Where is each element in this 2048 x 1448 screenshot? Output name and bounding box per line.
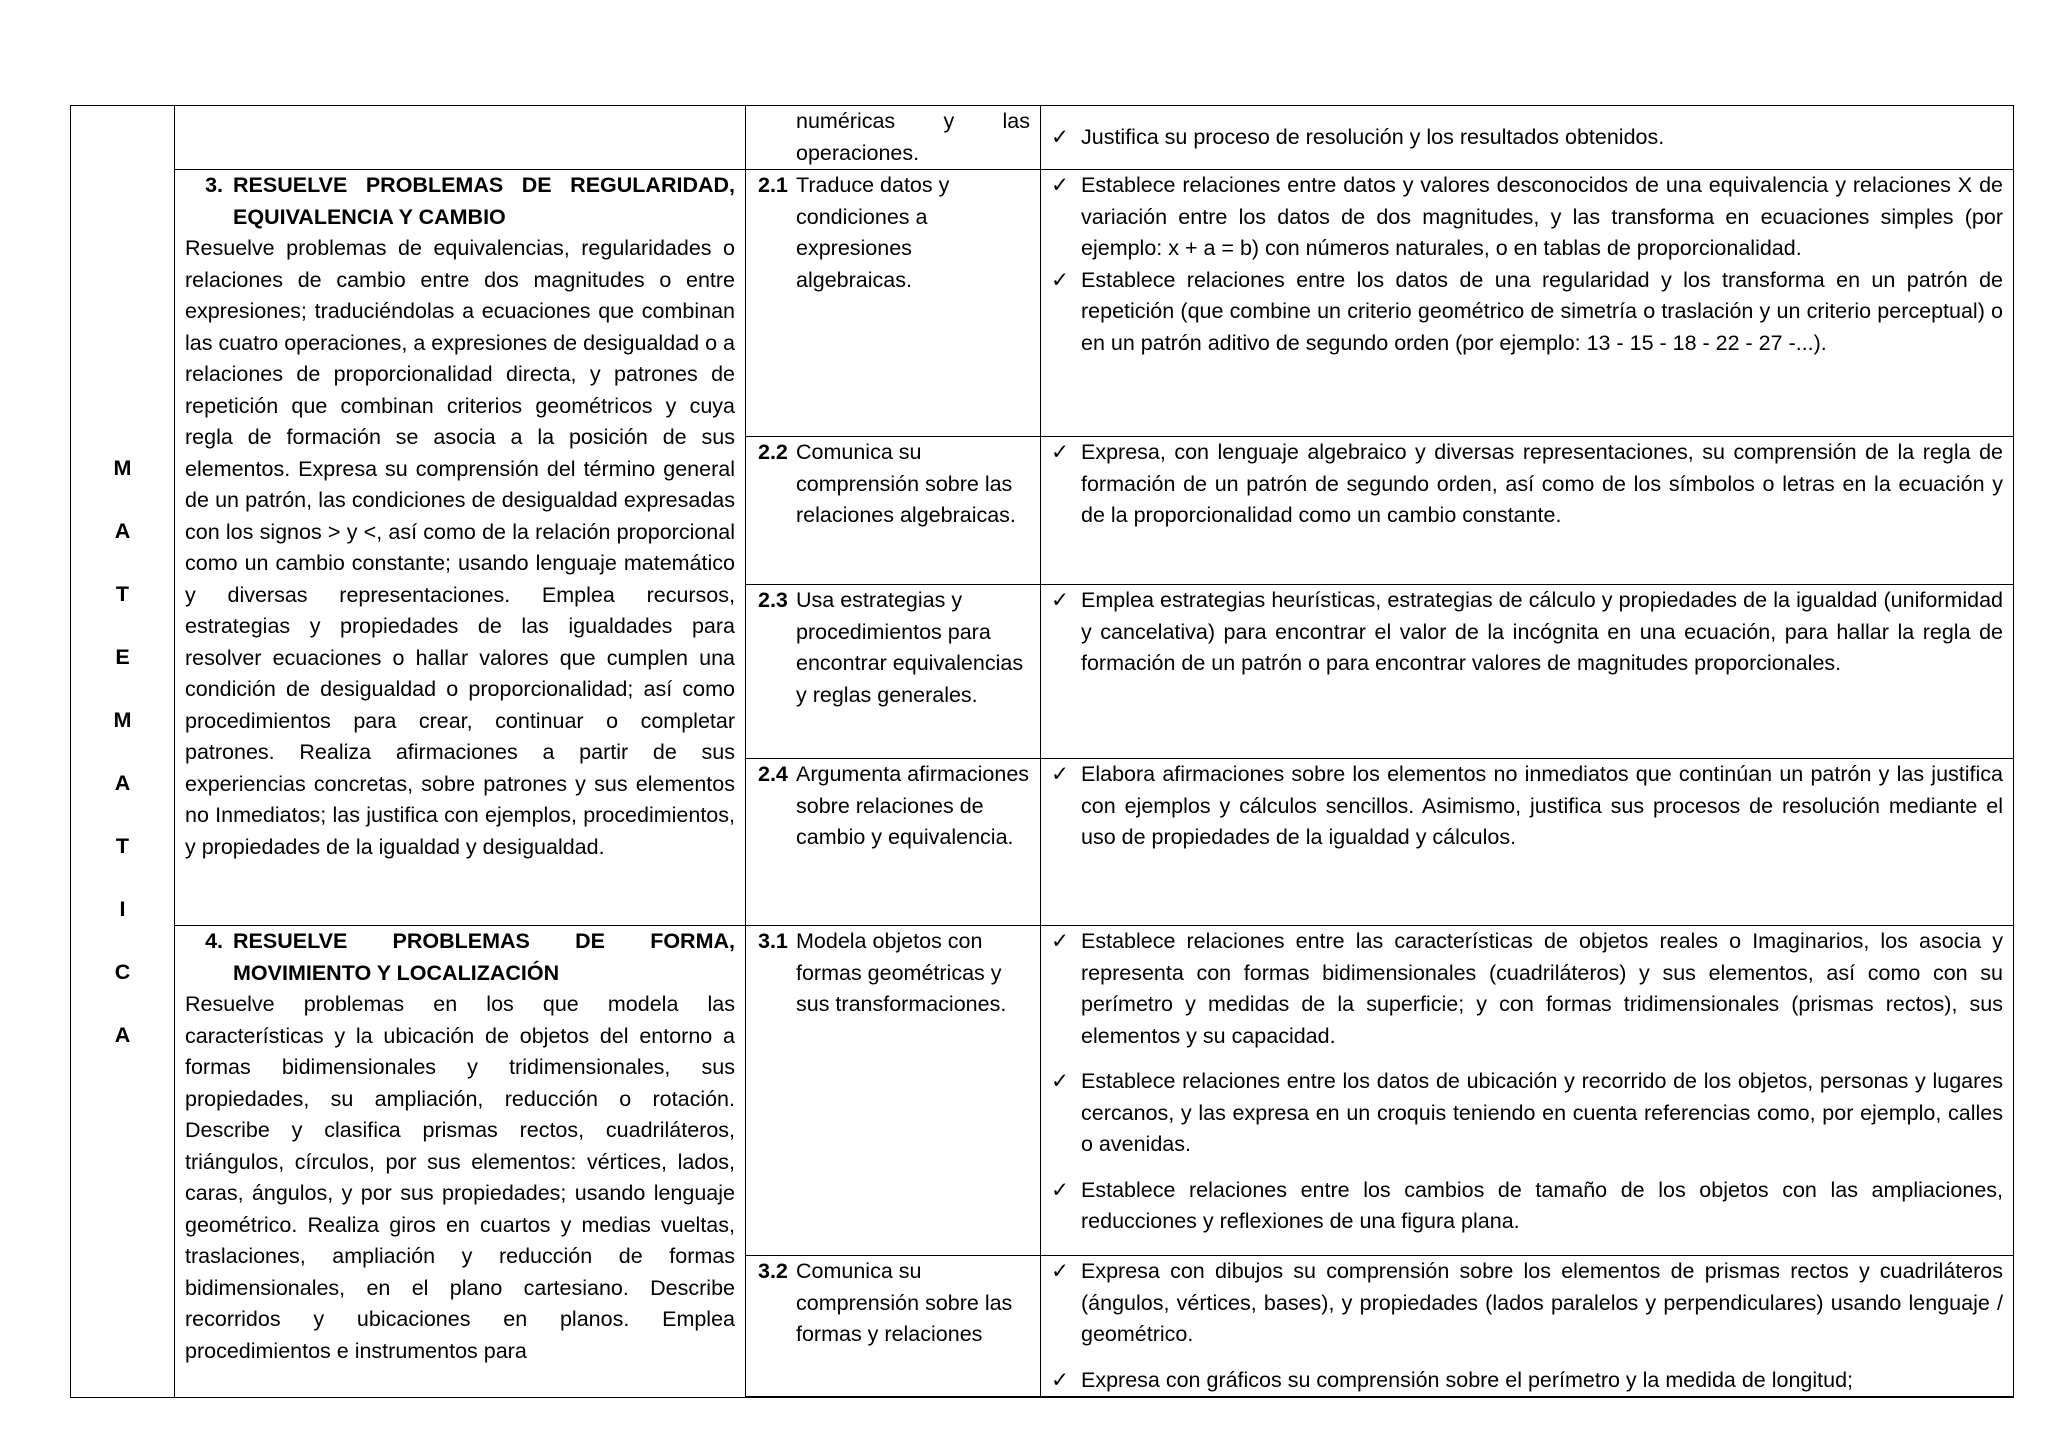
capacity-text: Modela objetos con formas geométricas y sus transformaciones. bbox=[796, 929, 1007, 1016]
competency-description: Resuelve problemas en los que modela las características y la ubicación de objetos del entorno a formas bidimensionales y tridimensionales, sus propiedades, su ampliación, reducción o rotación. Describe y clasifica prismas rectos, cuadriláteros, triángulos, círculos, por sus elementos: vértices, lados, caras, ángulos, y por sus propiedades; usando lenguaje geométrico. Realiza giros en cuartos y medias vueltas, traslaciones, ampliación y reducción de formas bidimensionales, en el plano cartesiano. Describe recorridos y ubicaciones en planos. Emplea procedimientos e instrumentos para bbox=[185, 992, 735, 1363]
descriptor-cell bbox=[1041, 759, 2014, 926]
area-letter: C bbox=[114, 959, 131, 984]
descriptor-text: Elabora afirmaciones sobre los elementos no inmediatos que continúan un patrón y las justifica con ejemplos y cálculos sencillos. Asimismo, justifica sus procesos de resolución mediante el uso de propiedades de la igualdad y cálculos. bbox=[1081, 762, 2003, 849]
capacity-cell bbox=[746, 170, 1041, 437]
descriptor-cell bbox=[1041, 106, 2014, 170]
check-icon: ✓ bbox=[1051, 1069, 1070, 1093]
area-letter: T bbox=[115, 581, 130, 606]
check-icon: ✓ bbox=[1051, 1177, 1070, 1202]
descriptor-cell bbox=[1041, 437, 2014, 585]
descriptor-cell bbox=[1041, 926, 2014, 1256]
capacity-cell bbox=[746, 437, 1041, 585]
capacity-number: 2.4 bbox=[758, 762, 788, 786]
descriptor-text: Justifica su proceso de resolución y los resultados obtenidos. bbox=[1081, 124, 1665, 149]
descriptor-text: Establece relaciones entre los cambios de tamaño de los objetos con las ampliaciones, reducciones y reflexiones de una figura plana. bbox=[1081, 1177, 2003, 1233]
capacity-number: 2.3 bbox=[758, 588, 788, 612]
check-icon: ✓ bbox=[1051, 588, 1070, 612]
capacity-cell bbox=[746, 759, 1041, 926]
capacity-cell bbox=[746, 585, 1041, 759]
check-icon: ✓ bbox=[1051, 1259, 1070, 1283]
descriptor-text: Expresa con dibujos su comprensión sobre los elementos de prismas rectos y cuadriláteros (ángulos, vértices, bases), y propiedades (lados paralelos y perpendiculares) usando lenguaje / geométrico. bbox=[1081, 1259, 2003, 1346]
competency-number: 3. bbox=[205, 173, 223, 197]
area-letter: E bbox=[115, 644, 130, 669]
check-icon: ✓ bbox=[1051, 267, 1070, 292]
competency-title: EQUIVALENCIA Y CAMBIO bbox=[233, 204, 506, 229]
capacity-number: 3.1 bbox=[758, 929, 788, 953]
area-letter: A bbox=[114, 770, 131, 795]
check-icon: ✓ bbox=[1051, 440, 1070, 464]
check-icon: ✓ bbox=[1051, 173, 1070, 197]
descriptor-text: Emplea estrategias heurísticas, estrategias de cálculo y propiedades de la igualdad (uniformidad y cancelativa) para encontrar el valor de la incógnita en una ecuación, para hallar la regla de formación de un patrón o para encontrar valores de magnitudes proporcionales. bbox=[1081, 588, 2003, 675]
area-letter: T bbox=[115, 833, 130, 858]
competency-description: Resuelve problemas de equivalencias, regularidades o relaciones de cambio entre dos magnitudes o entre expresiones; traduciéndolas a ecuaciones que combinan las cuatro operaciones, a expresiones de desigualdad o a relaciones de proporcionalidad directa, y patrones de repetición que combinan criterios geométricos y cuya regla de formación se asocia a la posición de sus elementos. Expresa su comprensión del término general de un patrón, las condiciones de desigualdad expresadas con los signos > y <, así como de la relación proporcional como un cambio constante; usando lenguaje matemático y diversas representaciones. Emplea recursos, estrategias y propiedades de las igualdades para resolver ecuaciones o hallar valores que cumplen una condición de desigualdad o proporcionalidad; así como procedimientos para crear, continuar o completar patrones. Realiza afirmaciones a partir de sus experiencias concretas, sobre patrones y sus elementos no Inmediatos; las justifica con ejemplos, procedimientos, y propiedades de la igualdad y desigualdad. bbox=[185, 236, 735, 859]
descriptor-text: Establece relaciones entre los datos de ubicación y recorrido de los objetos, personas y lugares cercanos, y las expresa en un croquis teniendo en cuenta referencias como, por ejemplo, calles o avenidas. bbox=[1081, 1069, 2003, 1156]
capacity-cell bbox=[746, 106, 1041, 170]
capacity-number: 3.2 bbox=[758, 1259, 788, 1283]
area-letter: I bbox=[119, 896, 126, 921]
area-letter: M bbox=[113, 707, 132, 732]
capacity-text: numéricas y las operaciones. bbox=[796, 109, 1030, 165]
capacity-number: 2.1 bbox=[758, 173, 788, 197]
capacity-number: 2.2 bbox=[758, 440, 788, 464]
area-letter: A bbox=[114, 518, 131, 543]
capacity-text: Usa estrategias y procedimientos para encontrar equivalencias y reglas generales. bbox=[796, 588, 1024, 707]
competency-title: RESUELVE PROBLEMAS DE REGULARIDAD, bbox=[233, 173, 735, 197]
competency-title: RESUELVE PROBLEMAS DE FORMA, bbox=[233, 929, 735, 953]
check-icon: ✓ bbox=[1051, 124, 1070, 149]
capacity-text: Comunica su comprensión sobre las relaciones algebraicas. bbox=[796, 440, 1016, 527]
competency-4-cell bbox=[175, 926, 746, 1398]
competency-3-cell bbox=[175, 170, 746, 926]
check-icon: ✓ bbox=[1051, 1367, 1070, 1392]
area-letter: M bbox=[113, 455, 132, 480]
descriptor-text: Expresa con gráficos su comprensión sobre el perímetro y la medida de longitud; bbox=[1081, 1367, 1854, 1392]
competency-table bbox=[70, 105, 2013, 1393]
capacity-text: Comunica su comprensión sobre las formas y relaciones bbox=[796, 1259, 1013, 1346]
descriptor-cell bbox=[1041, 1256, 2014, 1397]
competency-number: 4. bbox=[205, 929, 223, 953]
capacity-text: Traduce datos y condiciones a expresiones algebraicas. bbox=[796, 173, 950, 292]
area-letter: A bbox=[114, 1022, 131, 1047]
competency-cell-empty bbox=[175, 106, 746, 170]
capacity-text: Argumenta afirmaciones sobre relaciones de cambio y equivalencia. bbox=[796, 762, 1030, 849]
competency-title: MOVIMIENTO Y LOCALIZACIÓN bbox=[233, 960, 560, 985]
descriptor-text: Establece relaciones entre las características de objetos reales o Imaginarios, los asocia y representa con formas bidimensionales (cuadriláteros) y sus elementos, así como con su perímetro y medidas de la superficie; y con formas tridimensionales (prismas rectos), sus elementos y su capacidad. bbox=[1081, 929, 2003, 1048]
descriptor-text: Establece relaciones entre datos y valores desconocidos de una equivalencia y relaciones X de variación entre los datos de dos magnitudes, y las transforma en ecuaciones simples (por ejemplo: x + a = b) con números naturales, o en tablas de proporcionalidad. bbox=[1081, 173, 2003, 260]
descriptor-cell bbox=[1041, 585, 2014, 759]
descriptor-text: Expresa, con lenguaje algebraico y diversas representaciones, su comprensión de la regla de formación de un patrón de segundo orden, así como de los símbolos o letras en la ecuación y de la proporcionalidad como un cambio constante. bbox=[1081, 440, 2003, 527]
capacity-cell bbox=[746, 1256, 1041, 1397]
area-column bbox=[71, 106, 175, 1398]
descriptor-text: Establece relaciones entre los datos de una regularidad y los transforma en un patrón de repetición (que combine un criterio geométrico de simetría o traslación y un criterio perceptual) o en un patrón aditivo de segundo orden (por ejemplo: 13 - 15 - 18 - 22 - 27 -...). bbox=[1081, 267, 2003, 355]
check-icon: ✓ bbox=[1051, 762, 1070, 786]
descriptor-cell bbox=[1041, 170, 2014, 437]
capacity-cell bbox=[746, 926, 1041, 1256]
check-icon: ✓ bbox=[1051, 929, 1070, 953]
